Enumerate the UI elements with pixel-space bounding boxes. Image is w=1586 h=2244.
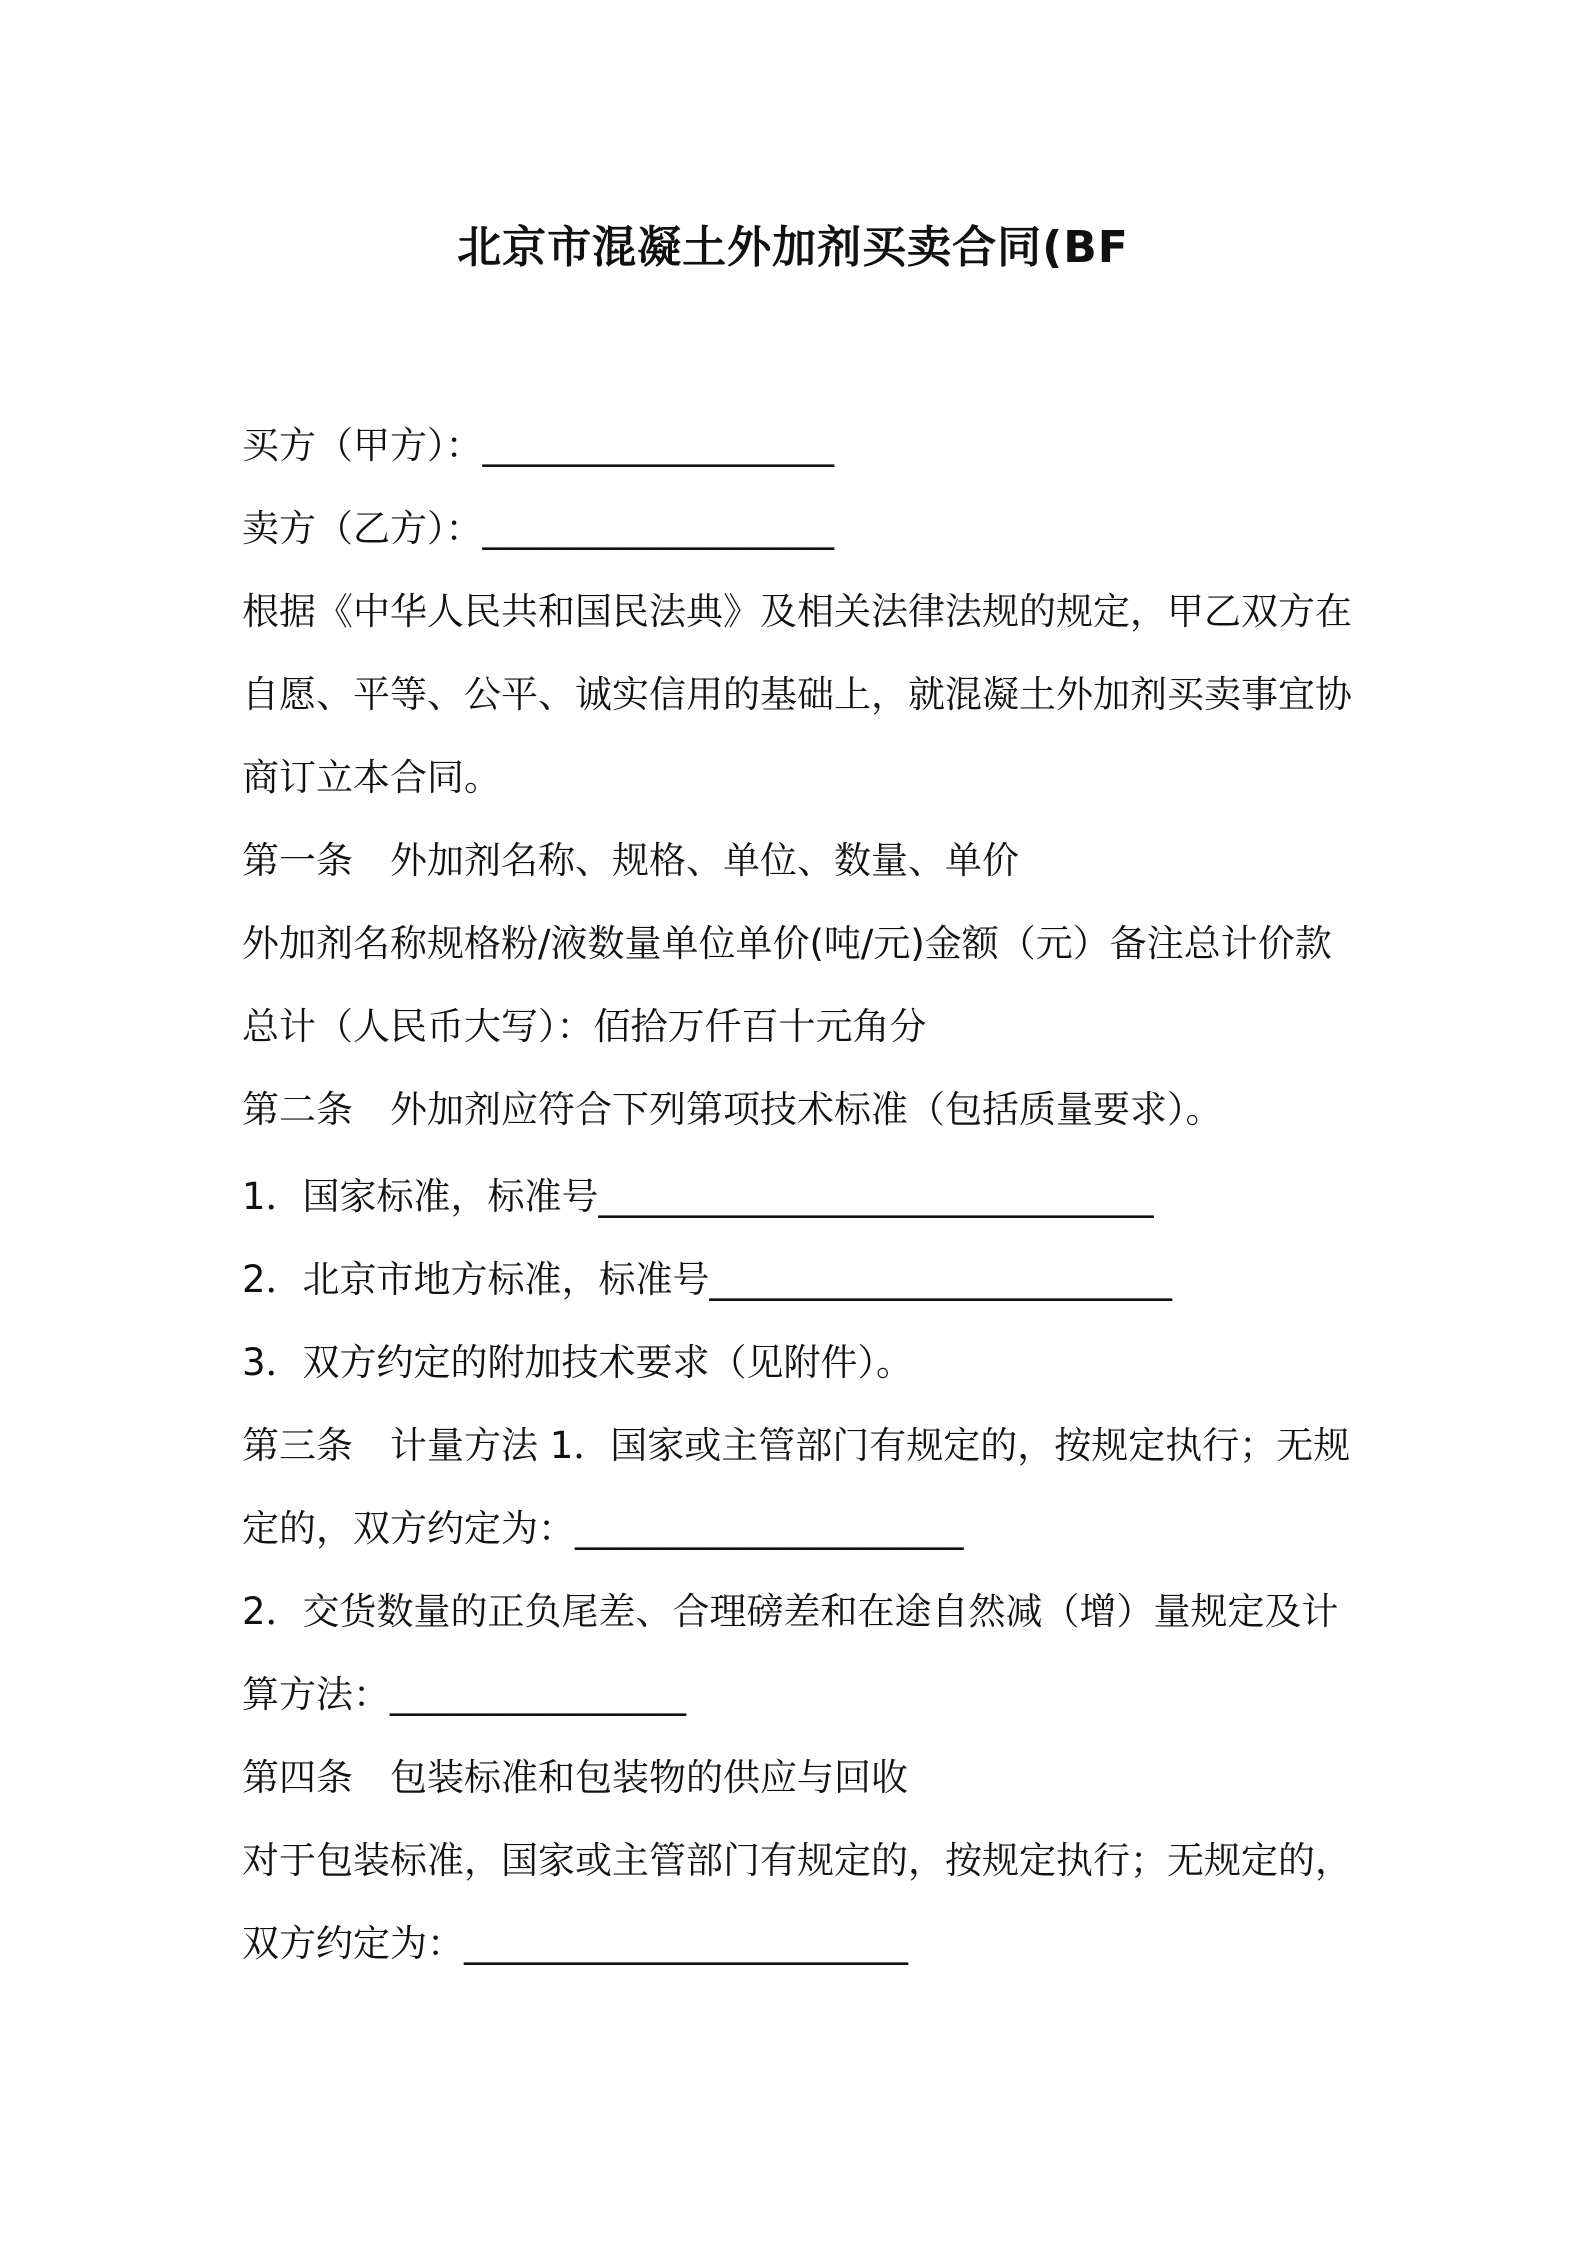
- article-2-heading: 第二条 外加剂应符合下列第项技术标准（包括质量要求）。: [242, 1088, 1223, 1131]
- article-3-item-2-cont: 算方法：________________: [242, 1673, 686, 1716]
- article-1-heading: 第一条 外加剂名称、规格、单位、数量、单价: [242, 839, 1019, 882]
- document-body: [242, 404, 1362, 1985]
- seller-line: 卖方（乙方）：___________________: [242, 507, 834, 550]
- article-2-item-3: 3．双方约定的附加技术要求（见附件）。: [242, 1341, 914, 1384]
- article-3-line-2: 定的，双方约定为：_____________________: [242, 1507, 964, 1550]
- preamble-line-2: 自愿、平等、公平、诚实信用的基础上，就混凝土外加剂买卖事宜协: [242, 673, 1352, 716]
- buyer-line: 买方（甲方）：___________________: [242, 424, 834, 467]
- article-4-line-1: 对于包装标准，国家或主管部门有规定的，按规定执行；无规定的，: [242, 1839, 1352, 1882]
- article-1-table-header: 外加剂名称规格粉/液数量单位单价(吨/元)金额（元）备注总计价款: [242, 922, 1332, 965]
- document-title: 北京市混凝土外加剂买卖合同(BF: [457, 222, 1129, 273]
- article-2-item-1: 1．国家标准，标准号______________________________: [242, 1175, 1154, 1218]
- article-4-line-2: 双方约定为：________________________: [242, 1922, 908, 1965]
- preamble-line-1: 根据《中华人民共和国民法典》及相关法律法规的规定，甲乙双方在: [242, 590, 1352, 633]
- article-2-item-2: 2．北京市地方标准，标准号_________________________: [242, 1258, 1173, 1301]
- preamble-line-3: 商订立本合同。: [242, 756, 501, 799]
- article-3-item-2: 2．交货数量的正负尾差、合理磅差和在途自然减（增）量规定及计: [242, 1590, 1339, 1633]
- article-1-total: 总计（人民币大写）：佰拾万仟百十元角分: [242, 1005, 927, 1048]
- article-4-heading: 第四条 包装标准和包装物的供应与回收: [242, 1756, 908, 1799]
- article-3-heading: 第三条 计量方法 1．国家或主管部门有规定的，按规定执行；无规: [242, 1424, 1351, 1467]
